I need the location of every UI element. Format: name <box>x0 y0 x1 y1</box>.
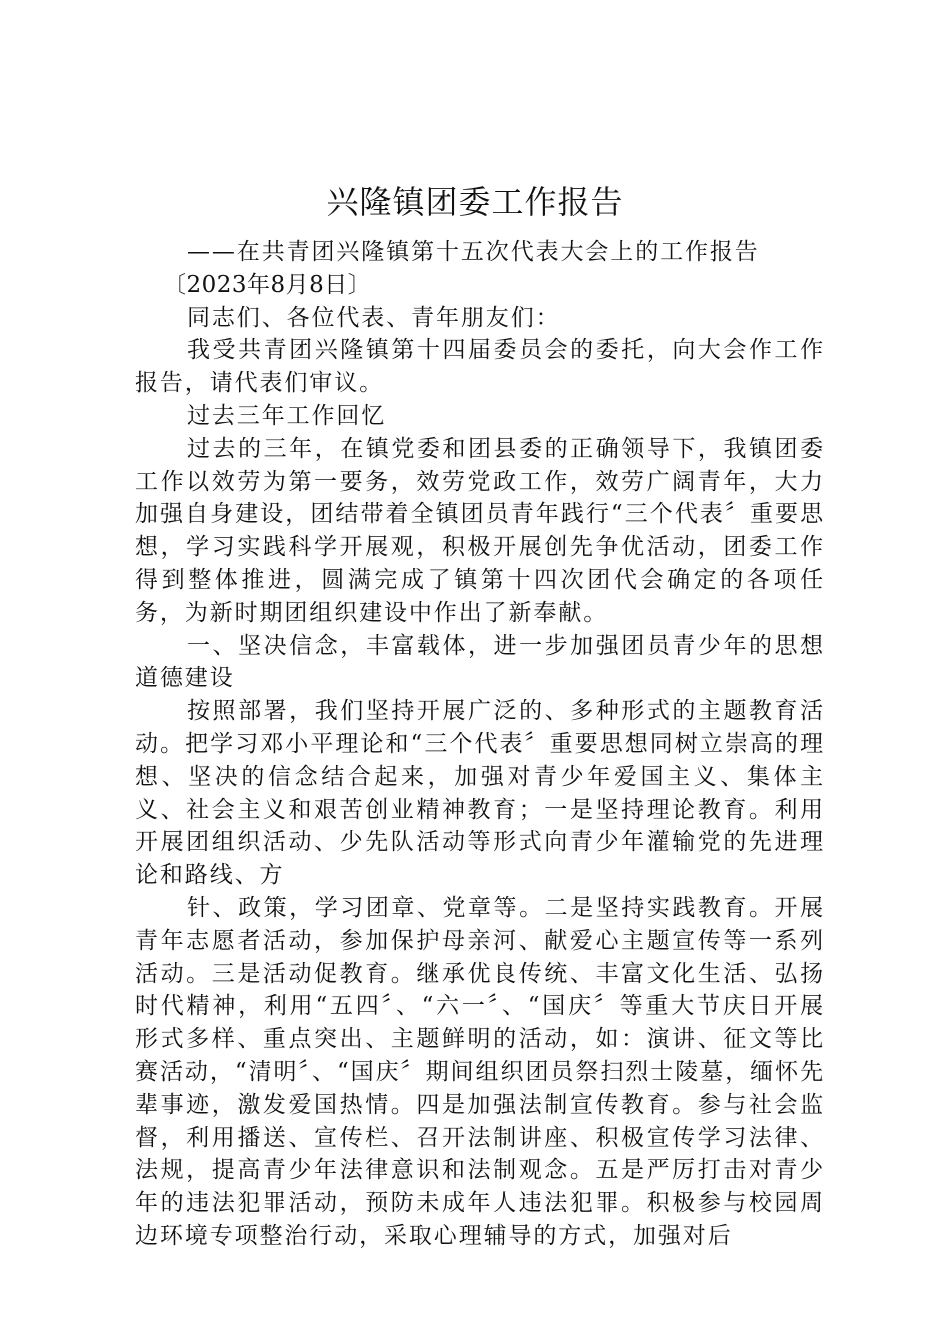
salutation: 同志们、各位代表、青年朋友们： <box>187 304 561 331</box>
paragraph: 针、政策，学习团章、党章等。二是坚持实践教育。开展青年志愿者活动，参加保护母亲河、献爱心主题宣传等一系列活动。三是活动促教育。继承优良传统、丰富文化生活、弘扬时代精神，利用“五四〞、“六一〞、“国庆〞等重大节庆日开展形式多样、重点突出、主题鲜明的活动，如：演讲、征文等比赛活动，“清明〞、“国庆〞期间组织团员祭扫烈士陵墓，缅怀先辈事迹，激发爱国热情。四是加强法制宣传教育。参与社会监督，利用播送、宣传栏、召开法制讲座、积极宣传学习法律、法规，提高青少年法律意识和法制观念。五是严厉打击对青少年的违法犯罪活动，预防未成年人违法犯罪。积极参与校园周边环境专项整治行动，采取心理辅导的方式，加强对后 <box>135 894 825 1249</box>
document-title: 兴隆镇团委工作报告 <box>326 183 624 221</box>
paragraph: 按照部署，我们坚持开展广泛的、多种形式的主题教育活动。把学习邓小平理论和“三个代表〞重要思想同树立崇高的理想、坚决的信念结合起来，加强对青少年爱国主义、集体主义、社会主义和艰苦创业精神教育；一是坚持理论教育。利用开展团组织活动、少先队活动等形式向青少年灌输党的先进理论和路线、方 <box>135 698 825 889</box>
document-body <box>135 236 825 1253</box>
paragraph: 我受共青团兴隆镇第十四届委员会的委托，向大会作工作报告，请代表们审议。 <box>135 337 825 397</box>
document-subtitle: ——在共青团兴隆镇第十五次代表大会上的工作报告 <box>187 239 760 265</box>
paragraph: 过去的三年，在镇党委和团县委的正确领导下，我镇团委工作以效劳为第一要务，效劳党政工作，效劳广阔青年，大力加强自身建设，团结带着全镇团员青年践行“三个代表〞重要思想，学习实践科学开展观，积极开展创先争优活动，团委工作得到整体推进，圆满完成了镇第十四次团代会确定的各项任务，为新时期团组织建设中作出了新奉献。 <box>135 435 825 626</box>
section-heading: 一、坚决信念，丰富载体，进一步加强团员青少年的思想道德建设 <box>135 632 825 692</box>
document-date: 〔2023年8月8日〕 <box>163 271 372 298</box>
section-heading: 过去三年工作回忆 <box>187 402 387 429</box>
